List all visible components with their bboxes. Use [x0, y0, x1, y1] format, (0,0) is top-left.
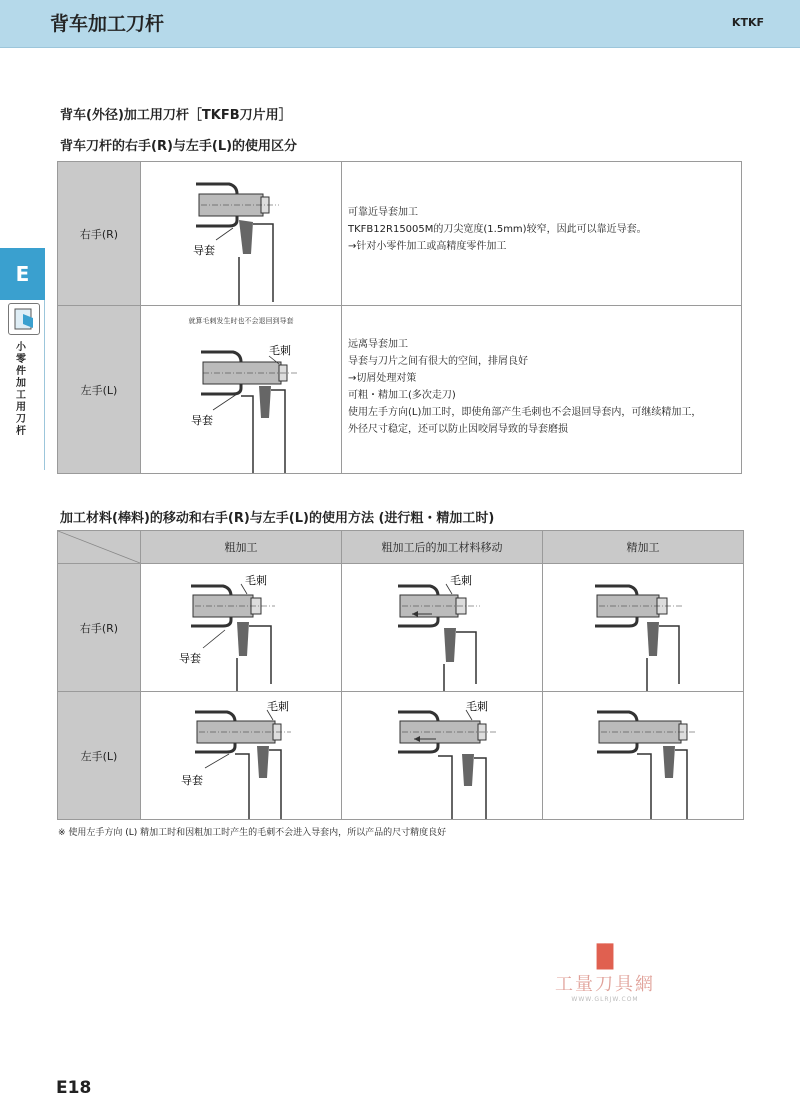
- page-header: [0, 0, 800, 48]
- watermark-url: WWW.GLRJW.COM: [571, 996, 639, 1003]
- side-category-label: 小零件加工用刀杆: [16, 342, 26, 437]
- row-head-left: 左手(L): [58, 692, 141, 820]
- side-divider: [44, 300, 45, 470]
- method-table: [57, 530, 744, 820]
- col-move: 粗加工后的加工材料移动: [342, 531, 543, 564]
- section1-subtitle: 背车刀杆的右手(R)与左手(L)的使用区分: [60, 139, 298, 154]
- desc-line: 可粗・精加工(多次走刀): [348, 390, 456, 401]
- guide-label: 导套: [191, 414, 213, 427]
- diagram-l-rough: [141, 692, 342, 820]
- section2-title: 加工材料(棒料)的移动和右手(R)与左手(L)的使用方法 (进行粗・精加工时): [60, 511, 495, 526]
- diagram-left-hand: [141, 306, 342, 474]
- desc-line: 外径尺寸稳定，还可以防止因咬屑导致的导套磨损: [348, 424, 568, 435]
- burr-label: 毛刺: [269, 344, 291, 357]
- diagram-r-finish: [543, 564, 744, 692]
- row-head-right: 右手(R): [58, 564, 141, 692]
- watermark-logo-icon: ▐▌: [588, 945, 622, 970]
- guide-label: 导套: [181, 774, 203, 787]
- row-head-left: 左手(L): [58, 306, 141, 474]
- diagram-r-move: [342, 564, 543, 692]
- desc-left-hand: [342, 306, 742, 474]
- desc-line: 使用左手方向(L)加工时，即使角部产生毛刺也不会退回导套内，可继续精加工，: [348, 407, 702, 418]
- page-title: 背车加工刀杆: [50, 13, 165, 35]
- section1-title: 背车(外径)加工用刀杆［TKFB刀片用］: [60, 108, 292, 123]
- desc-line: →切屑处理对策: [348, 373, 417, 384]
- burr-label: 毛刺: [466, 700, 488, 713]
- burr-label: 毛刺: [267, 700, 289, 713]
- diagram-l-finish: [543, 692, 744, 820]
- watermark-name: 工量刀具網: [555, 974, 655, 995]
- burr-label: 毛刺: [245, 574, 267, 587]
- desc-line: 导套与刀片之间有很大的空间，排屑良好: [348, 356, 528, 367]
- diagram-note: 就算毛刺发生时也不会退回到导套: [188, 317, 294, 325]
- burr-label: 毛刺: [450, 574, 472, 587]
- col-finish: 精加工: [543, 531, 744, 564]
- diagram-right-hand: [141, 162, 342, 306]
- desc-right-hand: [342, 162, 742, 306]
- desc-line: →针对小零件加工或高精度零件加工: [348, 241, 507, 252]
- watermark: [535, 945, 675, 1015]
- guide-label: 导套: [193, 244, 215, 257]
- product-code: KTKF: [731, 16, 764, 29]
- usage-table: [57, 161, 742, 474]
- corner-cell: [58, 531, 141, 564]
- row-head-right: 右手(R): [58, 162, 141, 306]
- diagram-r-rough: [141, 564, 342, 692]
- desc-line: 远离导套加工: [348, 339, 408, 350]
- tool-icon: [8, 303, 40, 335]
- guide-label: 导套: [179, 652, 201, 665]
- footnote: ※ 使用左手方向 (L) 精加工时和因粗加工时产生的毛刺不会进入导套内，所以产品的尺寸精度良好: [58, 828, 447, 838]
- desc-line: TKFB12R15005M的刀尖宽度(1.5mm)较窄，因此可以靠近导套。: [348, 224, 647, 235]
- desc-line: 可靠近导套加工: [348, 207, 418, 218]
- col-rough: 粗加工: [141, 531, 342, 564]
- page-number: E18: [56, 1078, 92, 1098]
- section-tab[interactable]: E: [0, 248, 45, 300]
- diagram-l-move: [342, 692, 543, 820]
